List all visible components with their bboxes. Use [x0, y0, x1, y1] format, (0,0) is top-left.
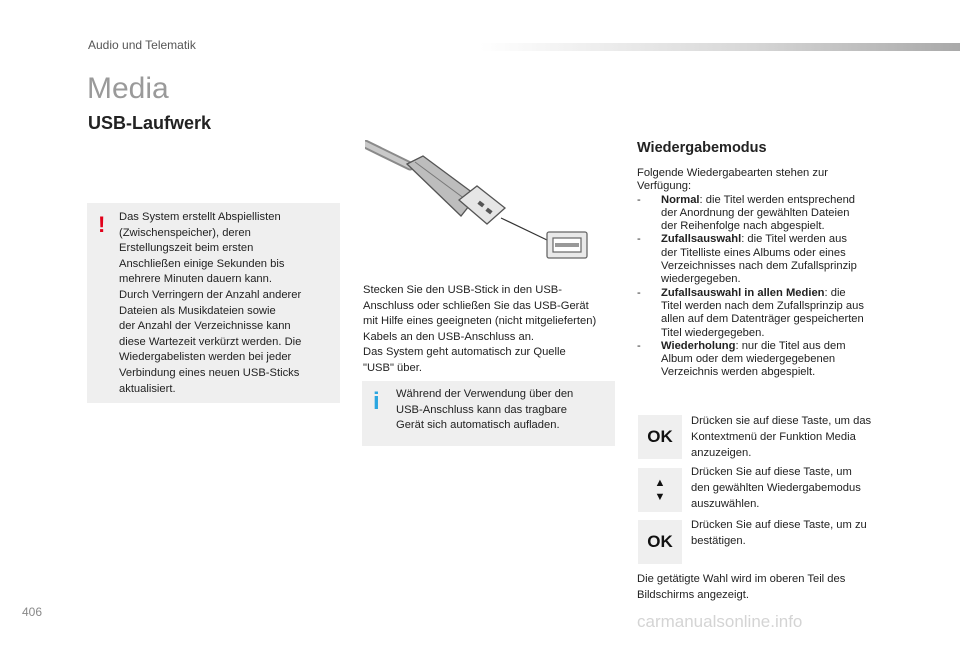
dash: -	[637, 339, 641, 352]
mode-name: Zufallsauswahl in allen Medien	[661, 286, 825, 299]
mode-item-repeat	[637, 340, 887, 380]
mode-item-random	[637, 233, 887, 286]
mode-desc: der Anordnung der gewählten Dateien	[661, 206, 850, 219]
warning-line: Verbindung eines neuen USB-Sticks	[119, 366, 300, 379]
warning-line: Anschließen einige Sekunden bis	[119, 257, 285, 270]
mode-desc: Verzeichnis werden abgespielt.	[661, 366, 816, 379]
desc-line: Kontextmenü der Funktion Media	[691, 431, 856, 443]
mode-item-random-all	[637, 287, 887, 340]
arrows-desc	[691, 464, 891, 512]
desc-line: Drücken Sie auf diese Taste, um zu	[691, 519, 867, 531]
ok-confirm-button-icon: OK	[638, 520, 682, 564]
footer-line: Bildschirms angezeigt.	[637, 589, 749, 601]
warning-line: Erstellungszeit beim ersten	[119, 242, 254, 255]
ok-context-desc	[691, 413, 891, 461]
mode-name: Normal	[661, 193, 700, 206]
playback-modes	[637, 167, 887, 380]
page-title: Media	[87, 72, 169, 105]
exclamation-icon: !	[98, 212, 106, 237]
desc-line: Drücken sie auf diese Taste, um das	[691, 415, 872, 427]
info-text	[396, 387, 606, 434]
mode-desc: der Titelliste eines Albums oder eines	[661, 246, 846, 259]
playback-section-title: Wiedergabemodus	[637, 140, 767, 156]
watermark: carmanualsonline.info	[637, 612, 803, 631]
warning-line: der Anzahl der Verzeichnisse kann	[119, 320, 291, 333]
warning-text	[119, 210, 329, 397]
instruction-line: "USB" über.	[363, 361, 422, 374]
instruction-line: Anschluss oder schließen Sie das USB-Gerät	[363, 299, 589, 312]
usb-plug-illustration	[365, 140, 595, 262]
desc-line: den gewählten Wiedergabemodus	[691, 482, 861, 494]
usb-plug	[407, 156, 505, 224]
warning-line: diese Wartezeit verkürzt werden. Die	[119, 335, 302, 348]
dash: -	[637, 193, 641, 206]
info-line: USB-Anschluss kann das tragbare	[396, 403, 568, 416]
mode-desc: Verzeichnisses nach dem Zufallsprinzip	[661, 260, 857, 273]
header-gradient-bar	[480, 43, 960, 51]
instruction-line: Kabels an den USB-Anschluss an.	[363, 330, 535, 343]
footer-note	[637, 571, 887, 603]
desc-line: bestätigen.	[691, 535, 746, 547]
usb-connection-line	[501, 218, 547, 240]
instruction-line: mit Hilfe eines geeigneten (nicht mitgelieferten)	[363, 315, 597, 328]
instruction-line: Stecken Sie den USB-Stick in den USB-	[363, 284, 562, 296]
mode-name: Zufallsauswahl	[661, 233, 742, 246]
mode-desc: : die Titel werden aus	[741, 233, 847, 246]
usb-port-icon	[547, 232, 587, 258]
mode-item-normal	[637, 194, 887, 234]
mode-desc: : die Titel werden entsprechend	[699, 193, 856, 206]
info-line: Während der Verwendung über den	[396, 388, 574, 400]
page-number: 406	[22, 605, 43, 619]
warning-line: (Zwischenspeicher), deren	[119, 226, 251, 239]
warning-line: Das System erstellt Abspiellisten	[119, 211, 281, 223]
mode-desc: : die	[824, 286, 846, 299]
ok-confirm-desc	[691, 517, 891, 549]
dash: -	[637, 233, 641, 246]
mode-desc: der Reihenfolge nach abgespielt.	[661, 220, 825, 233]
mode-name: Wiederholung	[661, 339, 736, 352]
desc-line: auszuwählen.	[691, 498, 760, 510]
desc-line: Drücken Sie auf diese Taste, um	[691, 466, 852, 478]
warning-line: Dateien als Musikdateien sowie	[119, 304, 276, 317]
usb-cable	[365, 144, 410, 166]
usb-instructions	[363, 283, 618, 377]
mode-desc: Album oder dem wiedergegebenen	[661, 353, 836, 366]
instruction-line: Das System geht automatisch zur Quelle	[363, 346, 566, 359]
mode-desc: Titel werden nach dem Zufallsprinzip aus	[661, 299, 864, 312]
dash: -	[637, 286, 641, 299]
page-subtitle: USB-Laufwerk	[88, 113, 212, 133]
warning-line: aktualisiert.	[119, 382, 176, 395]
mode-desc: wiedergegeben.	[661, 273, 741, 286]
footer-line: Die getätigte Wahl wird im oberen Teil des	[637, 573, 846, 585]
down-arrow-icon: ▼	[654, 491, 666, 503]
playback-intro-line: Folgende Wiedergabearten stehen zur	[637, 167, 828, 179]
info-icon: i	[373, 388, 380, 415]
mode-desc: allen auf dem Datenträger gespeicherten	[661, 313, 864, 326]
mode-desc: Titel wiedergegeben.	[661, 326, 765, 339]
warning-line: mehrere Minuten dauern kann.	[119, 273, 272, 286]
ok-button-icon: OK	[638, 415, 682, 459]
warning-line: Wiedergabelisten werden bei jeder	[119, 351, 292, 364]
desc-line: anzuzeigen.	[691, 447, 752, 459]
up-arrow-icon: ▲	[654, 477, 666, 489]
header-section-title: Audio und Telematik	[88, 38, 196, 52]
up-down-button-icon	[638, 468, 682, 512]
mode-desc: : nur die Titel aus dem	[735, 339, 846, 352]
info-line: Gerät sich automatisch aufladen.	[396, 419, 560, 432]
playback-intro-line: Verfügung:	[637, 180, 692, 193]
warning-line: Durch Verringern der Anzahl anderer	[119, 288, 302, 301]
